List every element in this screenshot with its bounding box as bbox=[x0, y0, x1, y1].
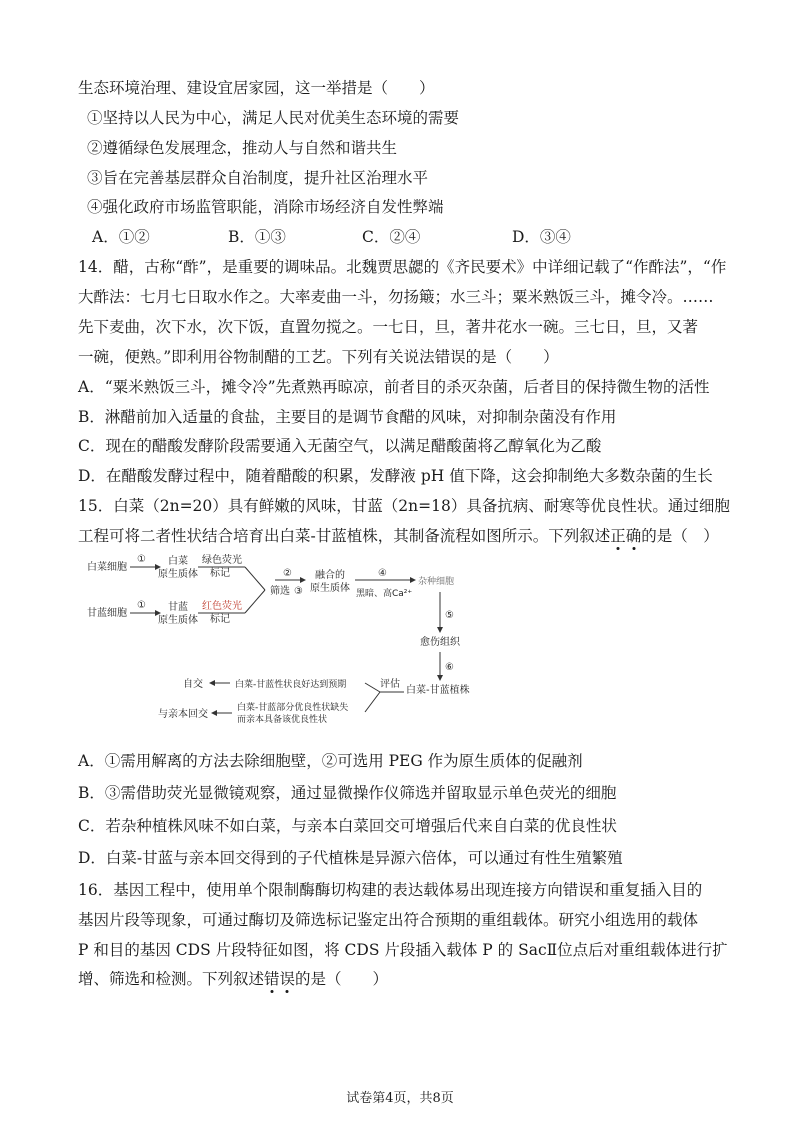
step-2-label: ② bbox=[283, 568, 292, 579]
q14-stem-line-4: 一碗，便熟。”即利用谷物制醋的工艺。下列有关说法错误的是（ ） bbox=[78, 348, 559, 366]
q15-stem-line-2-text: 工程可将二者性状结合培育出白菜-甘蓝植株，其制备流程如图所示。下列叙述 bbox=[78, 527, 611, 545]
q14-option-a: A．“粟米熟饭三斗，摊令冷”先煮熟再晾凉，前者目的杀灭杂菌，后者目的保持微生物的活性 bbox=[78, 378, 710, 396]
q13-choice-c: C．②④ bbox=[362, 228, 421, 246]
q13-option-2: ②遵循绿色发展理念，推动人与自然和谐共生 bbox=[87, 139, 398, 157]
emphasis-char: 错 bbox=[264, 970, 280, 988]
step-6-label: ⑥ bbox=[445, 662, 454, 673]
q14-stem-line-1: 14．醋，古称“酢”，是重要的调味品。北魏贾思勰的《齐民要术》中详细记载了“作酢法”，“作 bbox=[78, 258, 727, 276]
screen-label: 筛选 bbox=[270, 586, 290, 597]
breeding-flow-diagram bbox=[80, 540, 480, 730]
selfcross-label: 自交 bbox=[183, 679, 203, 690]
q16-stem-line-2: 基因片段等现象，可通过酶切及筛选标记鉴定出符合预期的重组载体。研究小组选用的载体 bbox=[78, 911, 699, 929]
q14-option-b: B．淋醋前加入适量的食盐，主要目的是调节食醋的风味，对抑制杂菌没有作用 bbox=[78, 408, 617, 426]
outcome-lack-label: 白菜-甘蓝部分优良性状缺失 bbox=[237, 703, 349, 713]
q15-option-d: D．白菜-甘蓝与亲本回交得到的子代植株是异源六倍体，可以通过有性生殖繁殖 bbox=[78, 849, 623, 867]
q14-option-d: D．在醋酸发酵过程中，随着醋酸的积累，发酵液 pH 值下降，这会抑制绝大多数杂菌的生长 bbox=[78, 467, 713, 485]
backcross-label: 与亲本回交 bbox=[158, 709, 208, 720]
fused-protoplast-label: 融合的 bbox=[315, 570, 345, 581]
callus-label: 愈伤组织 bbox=[420, 637, 460, 648]
connector-line bbox=[365, 683, 380, 692]
merge-line bbox=[245, 590, 265, 613]
step-4-label: ④ bbox=[378, 568, 387, 579]
q15-stem-line-2-end: 的是（ ） bbox=[641, 527, 719, 545]
green-fluorescent-label-2: 标记 bbox=[210, 568, 230, 579]
red-fluorescent-label-2: 标记 bbox=[210, 614, 230, 625]
cabbage-protoplast-label-2: 原生质体 bbox=[158, 569, 198, 580]
step-5-label: ⑤ bbox=[445, 610, 454, 621]
step-3-label: ③ bbox=[294, 586, 303, 597]
q13-choice-b: B．①③ bbox=[228, 228, 286, 246]
page-footer: 试卷第4页，共8页 bbox=[346, 1091, 454, 1106]
connector-line bbox=[365, 692, 380, 712]
fused-protoplast-label-2: 原生质体 bbox=[310, 583, 350, 594]
q13-option-3: ③旨在完善基层群众自治制度，提升社区治理水平 bbox=[87, 169, 429, 187]
q14-stem-line-2: 大酢法：七月七日取水作之。大率麦曲一斗，勿扬簸；水三斗；粟米熟饭三斗，摊令冷。…… bbox=[78, 288, 714, 306]
red-fluorescent-label: 红色荧光 bbox=[202, 601, 242, 612]
step-1-label: ① bbox=[137, 600, 146, 611]
q16-stem-line-1: 16．基因工程中，使用单个限制酶酶切构建的表达载体易出现连接方向错误和重复插入目的 bbox=[78, 881, 703, 899]
q16-stem-line-4 bbox=[78, 969, 388, 989]
dark-high-calcium-label: 黑暗、高Ca²⁺ bbox=[356, 589, 413, 599]
hybrid-plant-label: 白菜-甘蓝植株 bbox=[406, 685, 470, 696]
step-1-label: ① bbox=[137, 554, 146, 565]
cabbage-protoplast-label: 白菜 bbox=[168, 556, 188, 567]
green-fluorescent-label: 绿色荧光 bbox=[202, 555, 242, 566]
q14-stem-line-3: 先下麦曲，次下水，次下饭，直置勿搅之。一七日，旦，著井花水一碗。三七日，旦，又著 bbox=[78, 318, 699, 336]
evaluate-label: 评估 bbox=[380, 679, 400, 690]
kale-protoplast-label-2: 原生质体 bbox=[158, 615, 198, 626]
emphasis-char: 正 bbox=[610, 527, 626, 545]
kale-protoplast-label: 甘蓝 bbox=[168, 602, 188, 613]
q14-option-c: C．现在的醋酸发酵阶段需要通入无菌空气，以满足醋酸菌将乙醇氧化为乙酸 bbox=[78, 437, 602, 455]
q16-stem-line-4-end: 的是（ ） bbox=[295, 970, 389, 988]
q13-option-4: ④强化政府市场监管职能，消除市场经济自发性弊端 bbox=[87, 198, 444, 216]
q13-option-1: ①坚持以人民为中心，满足人民对优美生态环境的需要 bbox=[87, 109, 460, 127]
q15-option-a: A．①需用解离的方法去除细胞壁，②可选用 PEG 作为原生质体的促融剂 bbox=[78, 752, 583, 770]
q16-stem-line-3: P 和目的基因 CDS 片段特征如图，将 CDS 片段插入载体 P 的 SacⅡ位点后对重组载体进行扩 bbox=[78, 941, 728, 959]
q15-option-c: C．若杂种植株风味不如白菜，与亲本白菜回交可增强后代来自白菜的优良性状 bbox=[78, 817, 617, 835]
emphasis-char: 确 bbox=[625, 527, 642, 545]
q15-option-b: B．③需借助荧光显微镜观察，通过显微操作仪筛选并留取显示单色荧光的细胞 bbox=[78, 784, 617, 802]
emphasis-char: 误 bbox=[279, 970, 296, 988]
q13-choice-a: A．①② bbox=[92, 228, 150, 246]
q15-stem-line-1: 15．白菜（2n=20）具有鲜嫩的风味，甘蓝（2n=18）具备抗病、耐寒等优良性状。通过细胞 bbox=[78, 497, 730, 515]
q13-stem-tail: 生态环境治理、建设宜居家园，这一举措是（ ） bbox=[78, 79, 435, 97]
kale-cell-label: 甘蓝细胞 bbox=[87, 608, 127, 619]
merge-line bbox=[245, 567, 265, 590]
q13-choice-d: D．③④ bbox=[512, 228, 571, 246]
q16-stem-line-4-text: 增、筛选和检测。下列叙述 bbox=[78, 970, 265, 988]
cabbage-cell-label: 白菜细胞 bbox=[87, 562, 127, 573]
hybrid-cell-label: 杂种细胞 bbox=[418, 577, 455, 587]
outcome-lack-label-2: 而亲本具备该优良性状 bbox=[237, 715, 328, 725]
outcome-good-label: 白菜-甘蓝性状良好达到预期 bbox=[235, 680, 347, 690]
